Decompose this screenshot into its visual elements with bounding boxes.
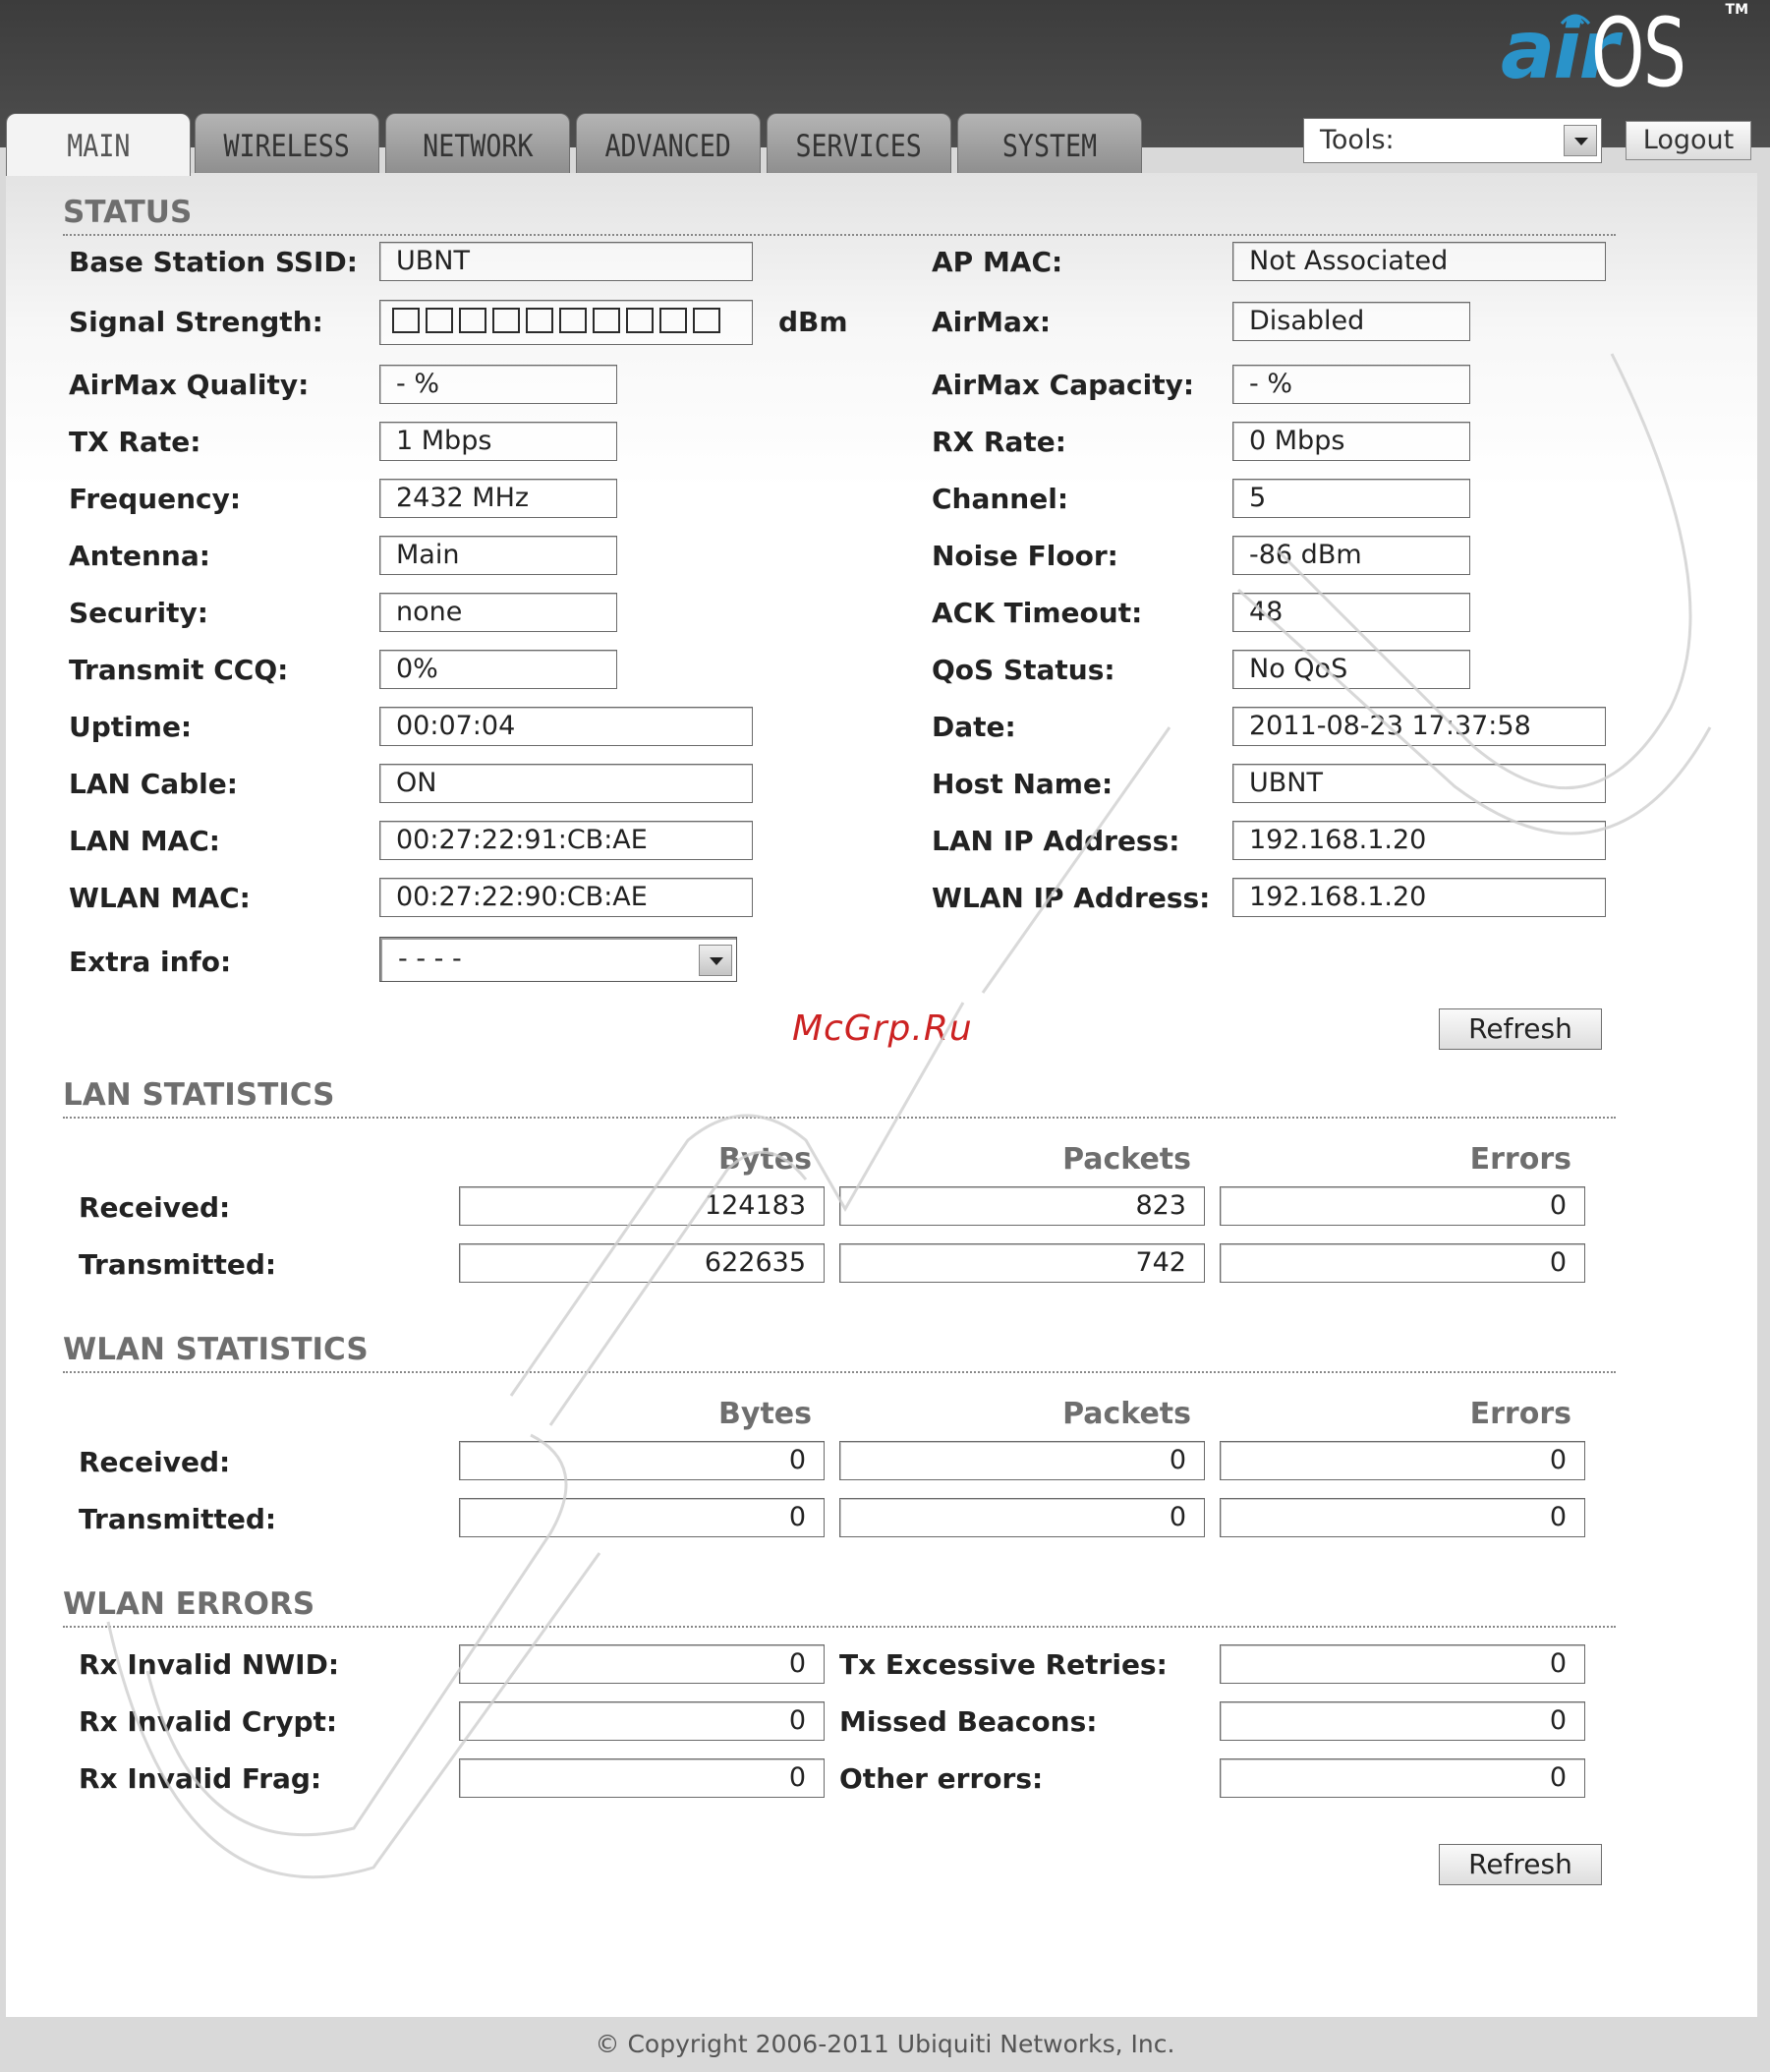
base-station-ssid-field: UBNT — [379, 242, 753, 281]
label-frequency: Frequency: — [69, 483, 242, 515]
host-name-field: UBNT — [1232, 764, 1606, 803]
label-antenna: Antenna: — [69, 540, 210, 572]
label-date: Date: — [932, 711, 1016, 743]
tab-advanced[interactable]: ADVANCED — [576, 113, 761, 174]
signal-bar — [492, 308, 520, 333]
ack-timeout-field: 48 — [1232, 593, 1470, 632]
extra-info-value: - - - - — [398, 944, 462, 974]
wlan-errors-title: WLAN ERRORS — [63, 1586, 315, 1622]
label-ack-timeout: ACK Timeout: — [932, 597, 1143, 629]
wlan-ip-address-field: 192.168.1.20 — [1232, 878, 1606, 917]
status-section-title: STATUS — [63, 195, 193, 230]
wlan-col-bytes: Bytes — [718, 1397, 812, 1431]
lan-col-errors: Errors — [1469, 1142, 1571, 1177]
label-missed-beacons: Missed Beacons: — [839, 1705, 1098, 1738]
logout-button[interactable]: Logout — [1626, 121, 1751, 160]
label-lan-ip-address: LAN IP Address: — [932, 825, 1180, 857]
label-uptime: Uptime: — [69, 711, 193, 743]
divider — [63, 1117, 1616, 1119]
divider — [63, 234, 1616, 236]
tab-main[interactable]: MAIN — [6, 113, 191, 176]
transmit-ccq-field: 0% — [379, 650, 617, 689]
label-airmax-quality: AirMax Quality: — [69, 369, 310, 401]
tab-network[interactable]: NETWORK — [385, 113, 570, 174]
missed-beacons-field: 0 — [1220, 1701, 1585, 1741]
wlan-received-packets: 0 — [839, 1441, 1205, 1480]
label-wlan-mac: WLAN MAC: — [69, 882, 251, 914]
wlan-row-label: Transmitted: — [79, 1503, 277, 1535]
label-host-name: Host Name: — [932, 768, 1113, 800]
channel-field: 5 — [1232, 479, 1470, 518]
divider — [63, 1371, 1616, 1373]
lan-ip-address-field: 192.168.1.20 — [1232, 821, 1606, 860]
signal-bar — [559, 308, 587, 333]
label-tx-rate: TX Rate: — [69, 426, 201, 458]
label-rx-invalid-frag: Rx Invalid Frag: — [79, 1762, 322, 1795]
lan-row-label: Received: — [79, 1191, 231, 1224]
rx-rate-field: 0 Mbps — [1232, 422, 1470, 461]
tools-dropdown[interactable] — [1303, 118, 1602, 163]
signal-bar — [659, 308, 687, 333]
label-base-station-ssid: Base Station SSID: — [69, 246, 358, 278]
wlan-statistics-title: WLAN STATISTICS — [63, 1332, 369, 1367]
chevron-down-icon[interactable] — [699, 945, 732, 976]
wlan-received-errors: 0 — [1220, 1441, 1585, 1480]
label-lan-mac: LAN MAC: — [69, 825, 220, 857]
signal-bar — [426, 308, 453, 333]
rx-invalid-crypt-field: 0 — [459, 1701, 825, 1741]
lan-received-bytes: 124183 — [459, 1186, 825, 1226]
signal-strength-unit: dBm — [778, 306, 848, 338]
airmax-field: Disabled — [1232, 302, 1470, 341]
label-ap-mac: AP MAC: — [932, 246, 1063, 278]
label-airmax: AirMax: — [932, 306, 1052, 338]
chevron-down-icon[interactable] — [1564, 125, 1597, 156]
lan-col-packets: Packets — [1062, 1142, 1191, 1177]
lan-statistics-title: LAN STATISTICS — [63, 1077, 335, 1113]
errors-refresh-button[interactable]: Refresh — [1439, 1844, 1602, 1885]
lan-cable-field: ON — [379, 764, 753, 803]
signal-bar — [459, 308, 486, 333]
lan-transmitted-errors: 0 — [1220, 1243, 1585, 1283]
signal-strength-meter — [379, 300, 753, 345]
label-security: Security: — [69, 597, 208, 629]
label-rx-rate: RX Rate: — [932, 426, 1066, 458]
signal-bar — [526, 308, 553, 333]
lan-received-errors: 0 — [1220, 1186, 1585, 1226]
lan-received-packets: 823 — [839, 1186, 1205, 1226]
wlan-col-errors: Errors — [1469, 1397, 1571, 1431]
uptime-field: 00:07:04 — [379, 707, 753, 746]
label-noise-floor: Noise Floor: — [932, 540, 1118, 572]
tab-system[interactable]: SYSTEM — [957, 113, 1142, 174]
qos-status-field: No QoS — [1232, 650, 1470, 689]
label-lan-cable: LAN Cable: — [69, 768, 238, 800]
antenna-field: Main — [379, 536, 617, 575]
label-rx-invalid-nwid: Rx Invalid NWID: — [79, 1648, 340, 1681]
lan-transmitted-packets: 742 — [839, 1243, 1205, 1283]
status-refresh-button[interactable]: Refresh — [1439, 1008, 1602, 1050]
signal-bar — [626, 308, 654, 333]
airos-logo — [1493, 0, 1748, 108]
label-signal-strength: Signal Strength: — [69, 306, 323, 338]
wlan-received-bytes: 0 — [459, 1441, 825, 1480]
label-other-errors: Other errors: — [839, 1762, 1044, 1795]
tools-dropdown-value: Tools: — [1320, 125, 1395, 155]
label-extra-info: Extra info: — [69, 946, 232, 978]
other-errors-field: 0 — [1220, 1758, 1585, 1798]
security-field: none — [379, 593, 617, 632]
lan-mac-field: 00:27:22:91:CB:AE — [379, 821, 753, 860]
signal-bar — [693, 308, 720, 333]
lan-col-bytes: Bytes — [718, 1142, 812, 1177]
lan-transmitted-bytes: 622635 — [459, 1243, 825, 1283]
signal-bar — [593, 308, 620, 333]
tx-excessive-retries-field: 0 — [1220, 1644, 1585, 1684]
label-wlan-ip-address: WLAN IP Address: — [932, 882, 1211, 914]
watermark-site-text: McGrp.Ru — [792, 1008, 973, 1049]
rx-invalid-frag-field: 0 — [459, 1758, 825, 1798]
wlan-col-packets: Packets — [1062, 1397, 1191, 1431]
signal-bar — [392, 308, 420, 333]
label-transmit-ccq: Transmit CCQ: — [69, 654, 289, 686]
noise-floor-field: -86 dBm — [1232, 536, 1470, 575]
rx-invalid-nwid-field: 0 — [459, 1644, 825, 1684]
wlan-mac-field: 00:27:22:90:CB:AE — [379, 878, 753, 917]
airmax-capacity-field: - % — [1232, 365, 1470, 404]
lan-row-label: Transmitted: — [79, 1248, 277, 1281]
label-rx-invalid-crypt: Rx Invalid Crypt: — [79, 1705, 338, 1738]
label-tx-excessive-retries: Tx Excessive Retries: — [839, 1648, 1168, 1681]
footer-copyright: © Copyright 2006-2011 Ubiquiti Networks, Inc. — [0, 2017, 1770, 2064]
date-field: 2011-08-23 17:37:58 — [1232, 707, 1606, 746]
tab-wireless[interactable]: WIRELESS — [195, 113, 379, 174]
logo-tm: TM — [1725, 2, 1748, 18]
ap-mac-field: Not Associated — [1232, 242, 1606, 281]
label-airmax-capacity: AirMax Capacity: — [932, 369, 1195, 401]
extra-info-dropdown[interactable] — [379, 937, 737, 982]
frequency-field: 2432 MHz — [379, 479, 617, 518]
label-qos-status: QoS Status: — [932, 654, 1115, 686]
wlan-transmitted-errors: 0 — [1220, 1498, 1585, 1537]
tab-services[interactable]: SERVICES — [767, 113, 951, 174]
airmax-quality-field: - % — [379, 365, 617, 404]
label-channel: Channel: — [932, 483, 1069, 515]
wlan-transmitted-bytes: 0 — [459, 1498, 825, 1537]
logo-air: air — [1501, 4, 1617, 97]
tx-rate-field: 1 Mbps — [379, 422, 617, 461]
divider — [63, 1626, 1616, 1628]
logo-os: OS — [1591, 0, 1685, 108]
wlan-row-label: Received: — [79, 1446, 231, 1478]
wlan-transmitted-packets: 0 — [839, 1498, 1205, 1537]
